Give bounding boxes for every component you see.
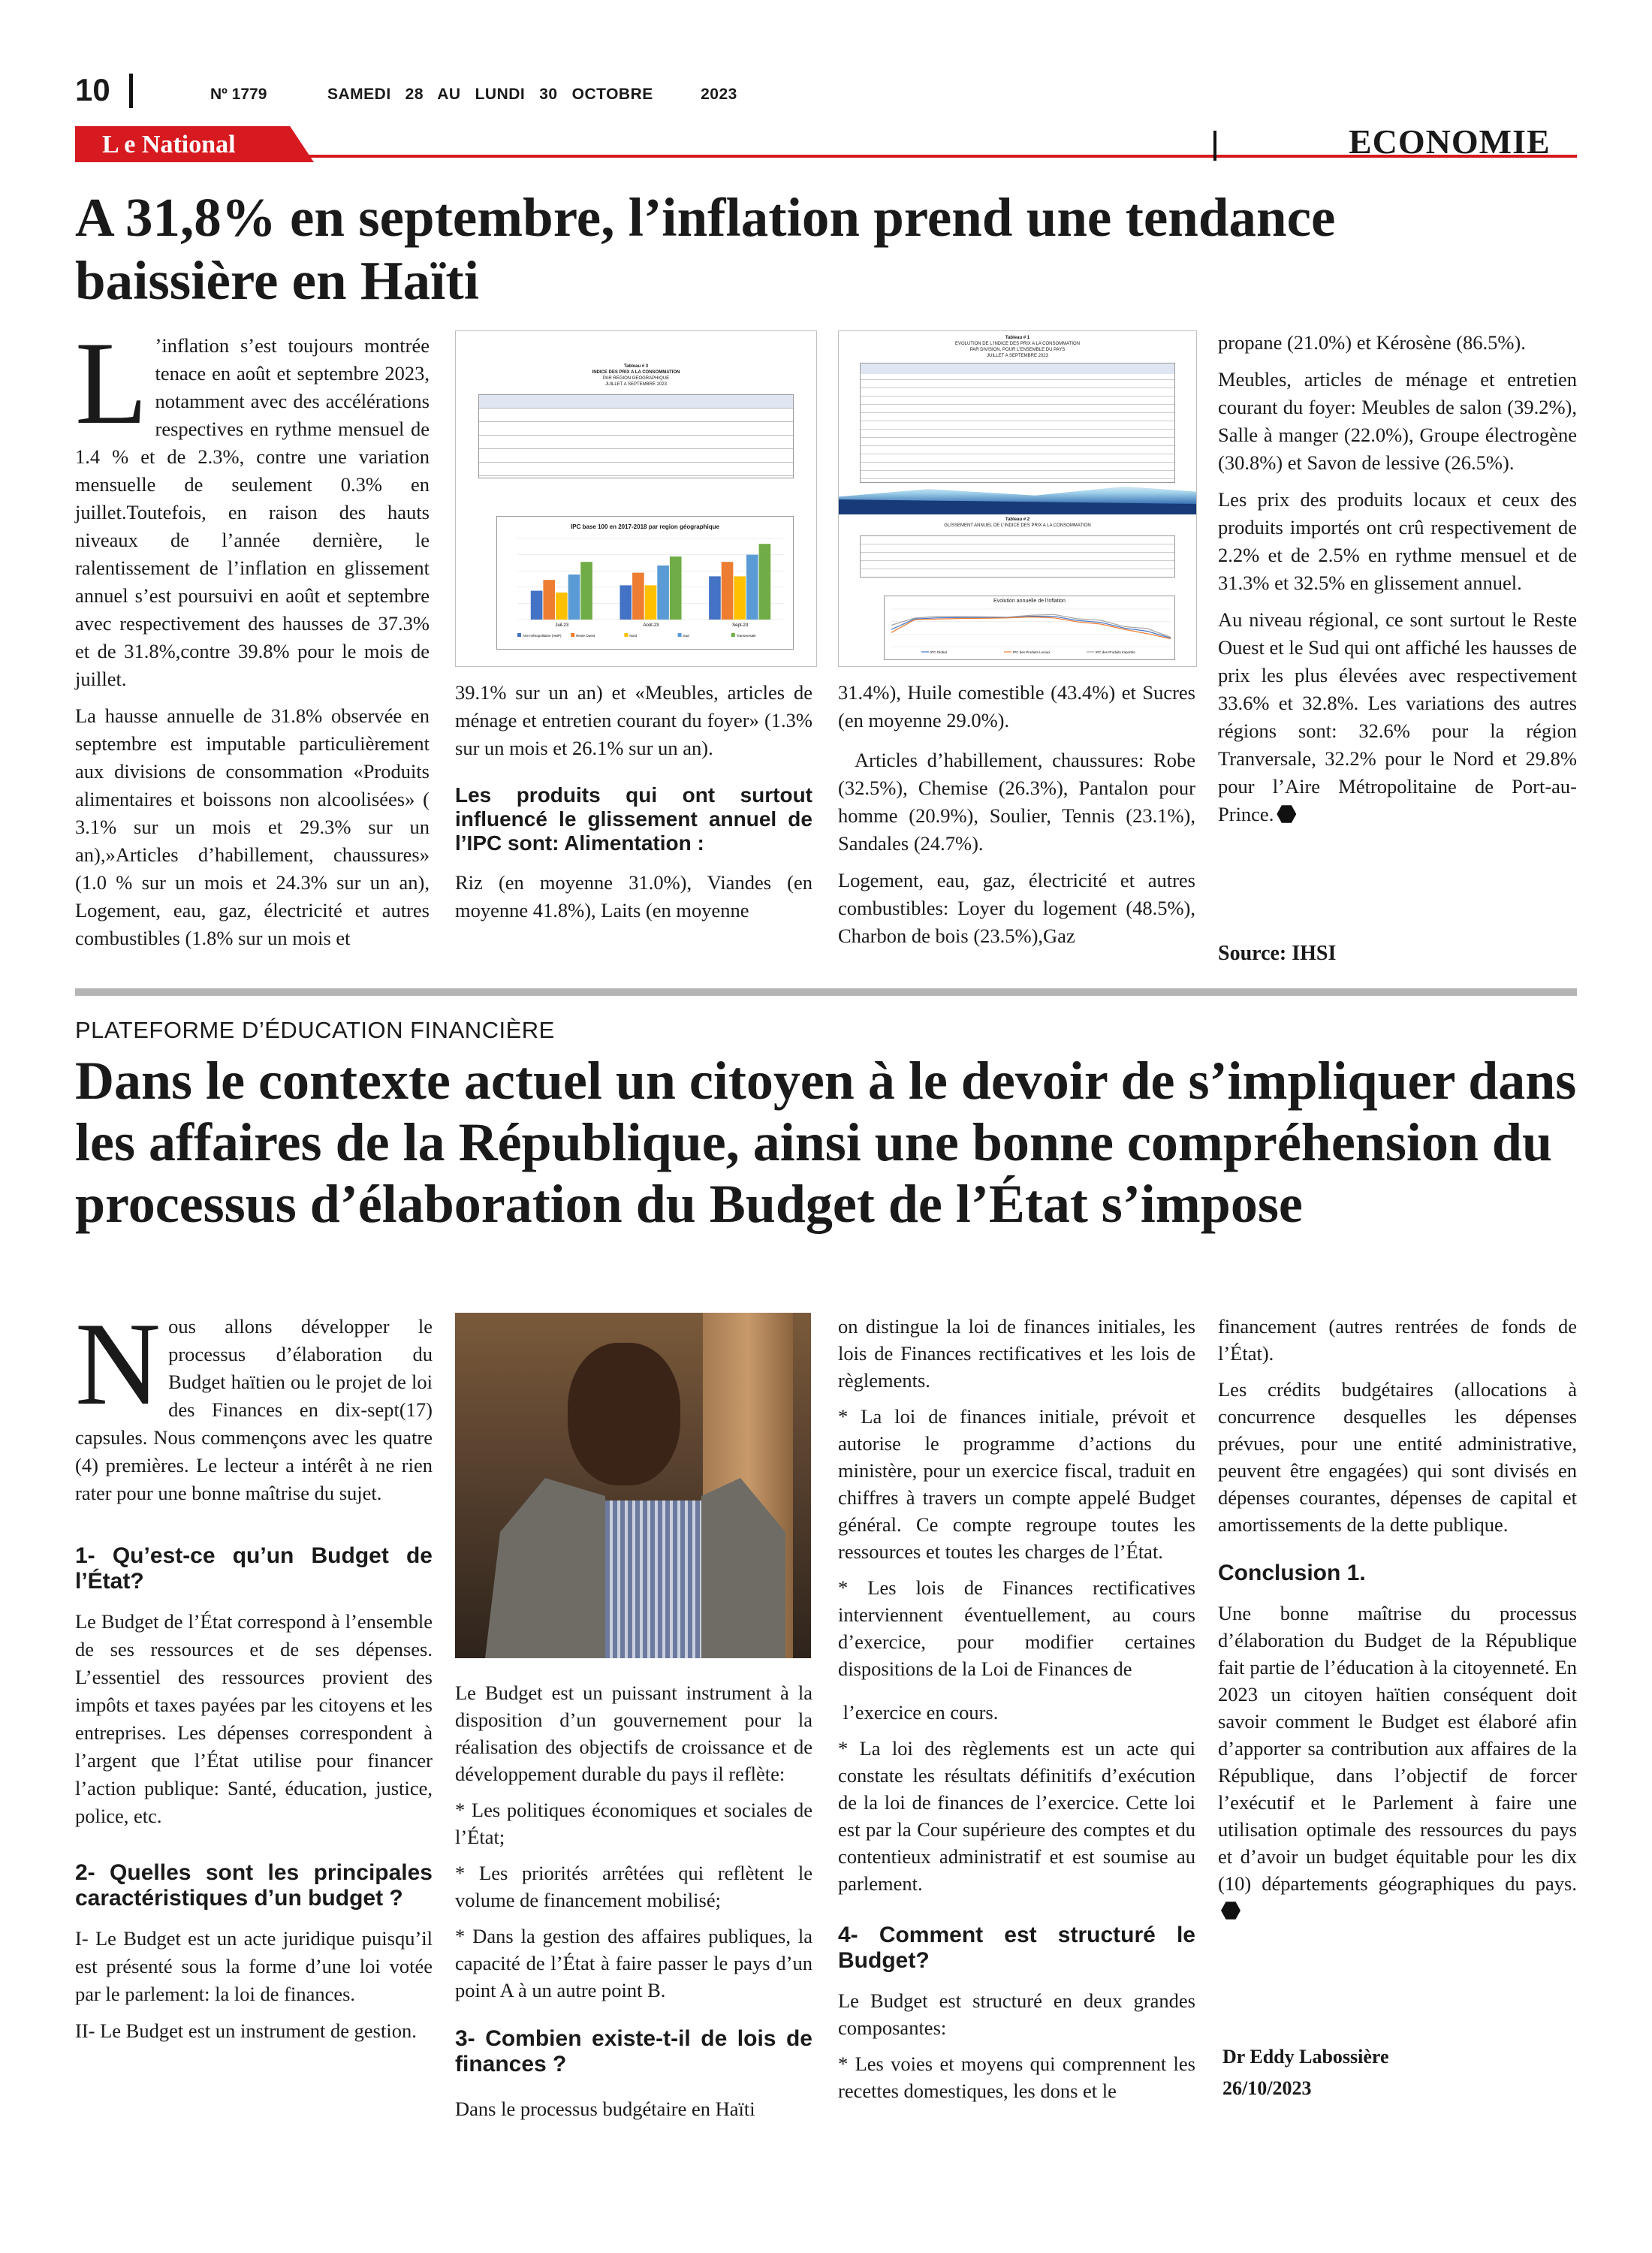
article1-col2-subhead: Les produits qui ont surtout influencé le glissement annuel de l’IPC sont: Alimentation : [455, 783, 812, 855]
article2-a4-b1: * Les voies et moyens qui comprennent les recettes domestiques, les dons et le [838, 2052, 1195, 2102]
photo-person-head [568, 1343, 680, 1485]
article2-q4: 4- Comment est structuré le Budget? [838, 1923, 1195, 1973]
bar [657, 566, 669, 620]
article2-col3-p3: * Les lois de Finances rectificatives interviennent éventuellement, au cours d’exercice, pour modifier certaines dispositions de la Loi de Finances de [838, 1576, 1195, 1680]
article1-col4-p2: Meubles, articles de ménage et entretien courant du foyer: Meubles de salon (39.2%), Salle à manger (22.0%), Groupe électrogène (30.8%) et Savon de lessive (26.5%). [1218, 368, 1577, 474]
x-tick-label: Sept-23 [732, 623, 749, 628]
figure2-chart-title: Evolution annuelle de l'inflation [993, 599, 1066, 604]
legend-label: Nord [629, 634, 638, 638]
article2-col4 [1218, 1313, 1577, 1933]
bar [722, 562, 734, 620]
bar [670, 556, 682, 620]
article1-col4-p4: Au niveau régional, ce sont surtout le Reste Ouest et le Sud qui ont affiché les hausses de prix les plus élevées avec respectivement 33.6% et 32.8%. Les variations des autres régions sont: 32.6% pour la région Tranversale, 32.2% pour le Nord et 29.8% pour l’Aire Métropolitaine de Port-au-Prince. [1218, 608, 1577, 825]
article2-col4-p2: Les crédits budgétaires (allocations à concurrence desquelles les dépenses prévues, pour une entité administrative, peuvent être engagées) qui sont divisés en dépenses courantes, dépenses de capital et amortissements de la dette publique. [1218, 1378, 1577, 1536]
figure2-table-sub1: EVOLUTION DE L'INDICE DES PRIX A LA CONSOMMATION [954, 342, 1081, 346]
article2-col3-p5: * La loi des règlements est un acte qui constate les résultats définitifs d’exécution de la loi de finances de l’exercice. Cette loi est par la Cour supérieure des comptes et du contentieux administratif et est soumise au parlement. [838, 1737, 1195, 1895]
bar [759, 544, 771, 620]
legend-swatch [571, 633, 574, 637]
article2-conclusion-title: Conclusion 1. [1218, 1561, 1366, 1585]
article2-col4-p1: financement (autres rentrées de fonds de l’État). [1218, 1315, 1577, 1365]
legend-label: Sud [683, 634, 689, 638]
article-separator [75, 988, 1577, 996]
bar [556, 593, 568, 620]
figure2-line-chart [888, 608, 1174, 654]
legend-label: Aire métropolitaine (AMP) [523, 634, 562, 638]
figure2-table2 [860, 535, 1175, 578]
end-mark-icon [1221, 1901, 1241, 1920]
article2-q3: 3- Combien existe-t-il de lois de finances ? [455, 2026, 812, 2077]
x-tick-label: Juil-23 [555, 623, 569, 628]
legend-label: Reste Ouest [576, 634, 595, 638]
legend-swatch [517, 633, 521, 637]
figure2-table1 [860, 363, 1175, 483]
issue-number: Nº 1779 [210, 86, 267, 103]
article2-a2-2: II- Le Budget est un instrument de gestion. [75, 2019, 417, 2042]
article1-col2 [455, 679, 812, 933]
figure1-table-sub2: PAR REGION GEOGRAPHIQUE [602, 376, 670, 381]
article2-col3-p4: l’exercice en cours. [838, 1701, 999, 1724]
bar [580, 562, 592, 620]
legend-label: IPC Global [930, 650, 947, 654]
bar [620, 585, 632, 620]
article2-a3: Dans le processus budgétaire en Haïti [455, 2098, 755, 2120]
figure2-table2-sub: GLISSEMENT ANNUEL DE L'INDICE DES PRIX A LA CONSOMMATION [944, 523, 1091, 528]
article2-col1 [75, 1298, 433, 2054]
issue-date: SAMEDI 28 AU LUNDI 30 OCTOBRE 2023 [327, 86, 737, 103]
article1-col2-p2: Riz (en moyenne 31.0%), Viandes (en moyenne 41.8%), Laits (en moyenne [455, 871, 812, 921]
article1-headline: A 31,8% en septembre, l’inflation prend une tendance baissière en Haïti [75, 187, 1336, 311]
legend-swatch [624, 633, 628, 637]
page-number-divider [129, 74, 133, 108]
figure2-table2-title: Tableau # 2 [1005, 517, 1030, 522]
legend-label: IPC des Produits Importés [1096, 650, 1135, 654]
article1-col3-p1: 31.4%), Huile comestible (43.4%) et Sucres (en moyenne 29.0%). [838, 681, 1195, 731]
bar [709, 576, 721, 620]
legend-swatch [678, 633, 682, 637]
figure2-table-sub3: JUILLET A SEPTEMBRE 2023 [987, 354, 1048, 358]
article1-col4 [1218, 329, 1577, 837]
paper-name: L e National [102, 131, 236, 158]
legend-label: IPC des Produits Locaux [1013, 650, 1051, 654]
article1-col3-p2: Articles d’habillement, chaussures: Robe (32.5%), Chemise (26.3%), Pantalon pour homme (20.9%), Soulier, Tennis (23.1%), Sandales (24.7%). [838, 749, 1195, 855]
bar [645, 585, 657, 620]
article1-col3-p3: Logement, eau, gaz, électricité et autres combustibles: Loyer du logement (48.5%), Charbon de bois (23.5%),Gaz [838, 869, 1195, 947]
article2-a4: Le Budget est structuré en deux grandes composantes: [838, 1989, 1195, 2039]
article2-col3-p1: on distingue la loi de finances initiales, les lois de Finances rectificatives et les lois de règlements. [838, 1315, 1195, 1392]
article2-author-date: 26/10/2023 [1222, 2077, 1312, 2099]
figure1-bar-chart [499, 535, 792, 641]
article1-col1-p1: ’inflation s’est toujours montrée tenace en août et septembre 2023, notamment avec des accélérations respectives en rythme mensuel de 1.4 % et de 2.3%, contre une variation mensuelle de seulement 0.3% en juillet.Toutefois, en raison des hauts niveaux de l’année dernière, le ralentissement de l’inflation en glissement annuel s’est poursuivi en août et septembre avec respectivement des hausses de 37.3% et de 31.8%,contre 39.8% pour le mois de juillet. [75, 334, 430, 690]
figure1-table-header [479, 395, 793, 408]
article2-q2: 2- Quelles sont les principales caractéristiques d’un budget ? [75, 1860, 433, 1911]
figure-inflation-evolution [838, 330, 1197, 667]
article1-col1 [75, 318, 430, 961]
bar [734, 576, 746, 620]
article2-author: Dr Eddy Labossière [1222, 2046, 1389, 2068]
bar [531, 591, 543, 620]
article2-conclusion: Une bonne maîtrise du processus d’élaboration du Budget de la République fait partie de l’éducation à la citoyenneté. En 2023 un citoyen haïtien conséquent doit savoir comment le Budget est élaboré afin d’apporter sa contribution aux affaires de la République, dans l’objectif de forcer l’exécutif et le Parlement à faire une utilisation optimale des ressources du pays et d’avoir un budget équitable pour les dix (10) départements géographiques du pays. [1218, 1602, 1577, 1895]
article2-q1: 1- Qu’est-ce qu’un Budget de l’État? [75, 1543, 433, 1594]
article2-col3 [838, 1313, 1195, 2113]
figure1-table-sub1: INDICE DES PRIX A LA CONSOMMATION [592, 370, 680, 375]
article1-col4-p3: Les prix des produits locaux et ceux des produits importés ont crû respectivement de 2.2% et de 2.5% en rythme mensuel et de 31.3% et 32.5% en glissement annuel. [1218, 488, 1577, 594]
figure1-chart-title: IPC base 100 en 2017-2018 par region géographique [571, 523, 719, 530]
bar [543, 580, 555, 620]
article2-headline: Dans le contexte actuel un citoyen à le devoir de s’impliquer dans les affaires de la République, ainsi une bonne compréhension du processus d’élaboration du Budget de l’État s’impose [75, 1051, 1577, 1234]
article1-col4-p1: propane (21.0%) et Kérosène (86.5%). [1218, 331, 1526, 354]
section-label: ECONOMIE [1349, 122, 1551, 161]
legend-swatch [731, 633, 735, 637]
figure2-table-sub2: PAR DIVISION, POUR L'ENSEMBLE DU PAYS [969, 348, 1066, 352]
page-number: 10 [75, 72, 110, 107]
series-line [891, 617, 1171, 639]
bar [632, 573, 644, 620]
article1-col2-p1: 39.1% sur un an) et «Meubles, articles de ménage et entretien courant du foyer» (1.3% sur un mois et 26.1% sur un an). [455, 681, 812, 759]
article1-source: Source: IHSI [1218, 942, 1337, 965]
article2-a2-1: I- Le Budget est un acte juridique puisqu’il est présenté sous la forme d’une loi votée par le parlement: la loi de finances. [75, 1927, 433, 2005]
article2-col2-b1: * Les politiques économiques et sociales de l’État; [455, 1799, 812, 1848]
article2-col2-b2: * Les priorités arrêtées qui reflètent le volume de financement mobilisé; [455, 1862, 812, 1911]
article2-intro: ous allons développer le processus d’élaboration du Budget haïtien ou le projet de loi des Finances en dix-sept(17) capsules. Nous commençons avec les quatre (4) premières. Le lecteur a intérêt à ne rien rater pour une bonne maîtrise du sujet. [75, 1315, 433, 1504]
figure1-table-title: Tableau # 3 [623, 364, 649, 369]
figure1-table-sub3: JUILLET A SEPTEMBRE 2023 [605, 382, 667, 387]
figure2-table-title: Tableau # 1 [1005, 336, 1030, 340]
article2-col2-b3: * Dans la gestion des affaires publiques, la capacité de l’État à faire passer le pays d’un point A à un autre point B. [455, 1925, 812, 2001]
article1-col1-p2: La hausse annuelle de 31.8% observée en septembre est imputable particulièrement aux divisions de consommation «Produits alimentaires et boissons non alcoolisées» ( 3.1% sur un mois et 29.3% sur un an),»Articles d’habillement, chaussures» (1.0 % sur un mois et 24.3% sur un an), Logement, eau, gaz, électricité et autres combustibles (1.8% sur un mois et [75, 704, 430, 949]
article2-col2 [455, 1679, 812, 2131]
figure2-table1-header [861, 363, 1174, 374]
article2-col2-p1: Le Budget est un puissant instrument à la disposition d’un gouvernement pour la réalisation des objectifs de croissance et de développement durable du pays il reflète: [455, 1681, 812, 1785]
bar [746, 555, 758, 620]
article1-dropcap: L [75, 318, 148, 449]
article2-kicker: PLATEFORME D’ÉDUCATION FINANCIÈRE [75, 1017, 555, 1043]
figure-ipc-region [455, 330, 817, 667]
end-mark-icon [1277, 804, 1296, 824]
article1-col3 [838, 679, 1195, 959]
author-photo [455, 1313, 811, 1658]
article2-a1: Le Budget de l’État correspond à l’ensemble de ses ressources et de ses dépenses. L’essentiel des ressources provient des impôts et taxes payées par les citoyens et les entreprises. Les dépenses correspondent à l’argent que l’État utilise pour financer l’action publique: Santé, éducation, justice, police, etc. [75, 1610, 433, 1827]
article2-dropcap: N [75, 1298, 161, 1430]
legend-label: Transversale [736, 634, 756, 638]
section-divider [1213, 131, 1216, 161]
bar [568, 575, 580, 620]
x-tick-label: Août-23 [643, 623, 659, 628]
article2-col3-p2: * La loi de finances initiale, prévoit et autorise le programme d’actions du ministère, pour un exercice fiscal, traduit en chiffres à travers un compte appelé Budget général. Ce compte regroupe toutes les ressources et toutes les charges de l’État. [838, 1405, 1195, 1563]
